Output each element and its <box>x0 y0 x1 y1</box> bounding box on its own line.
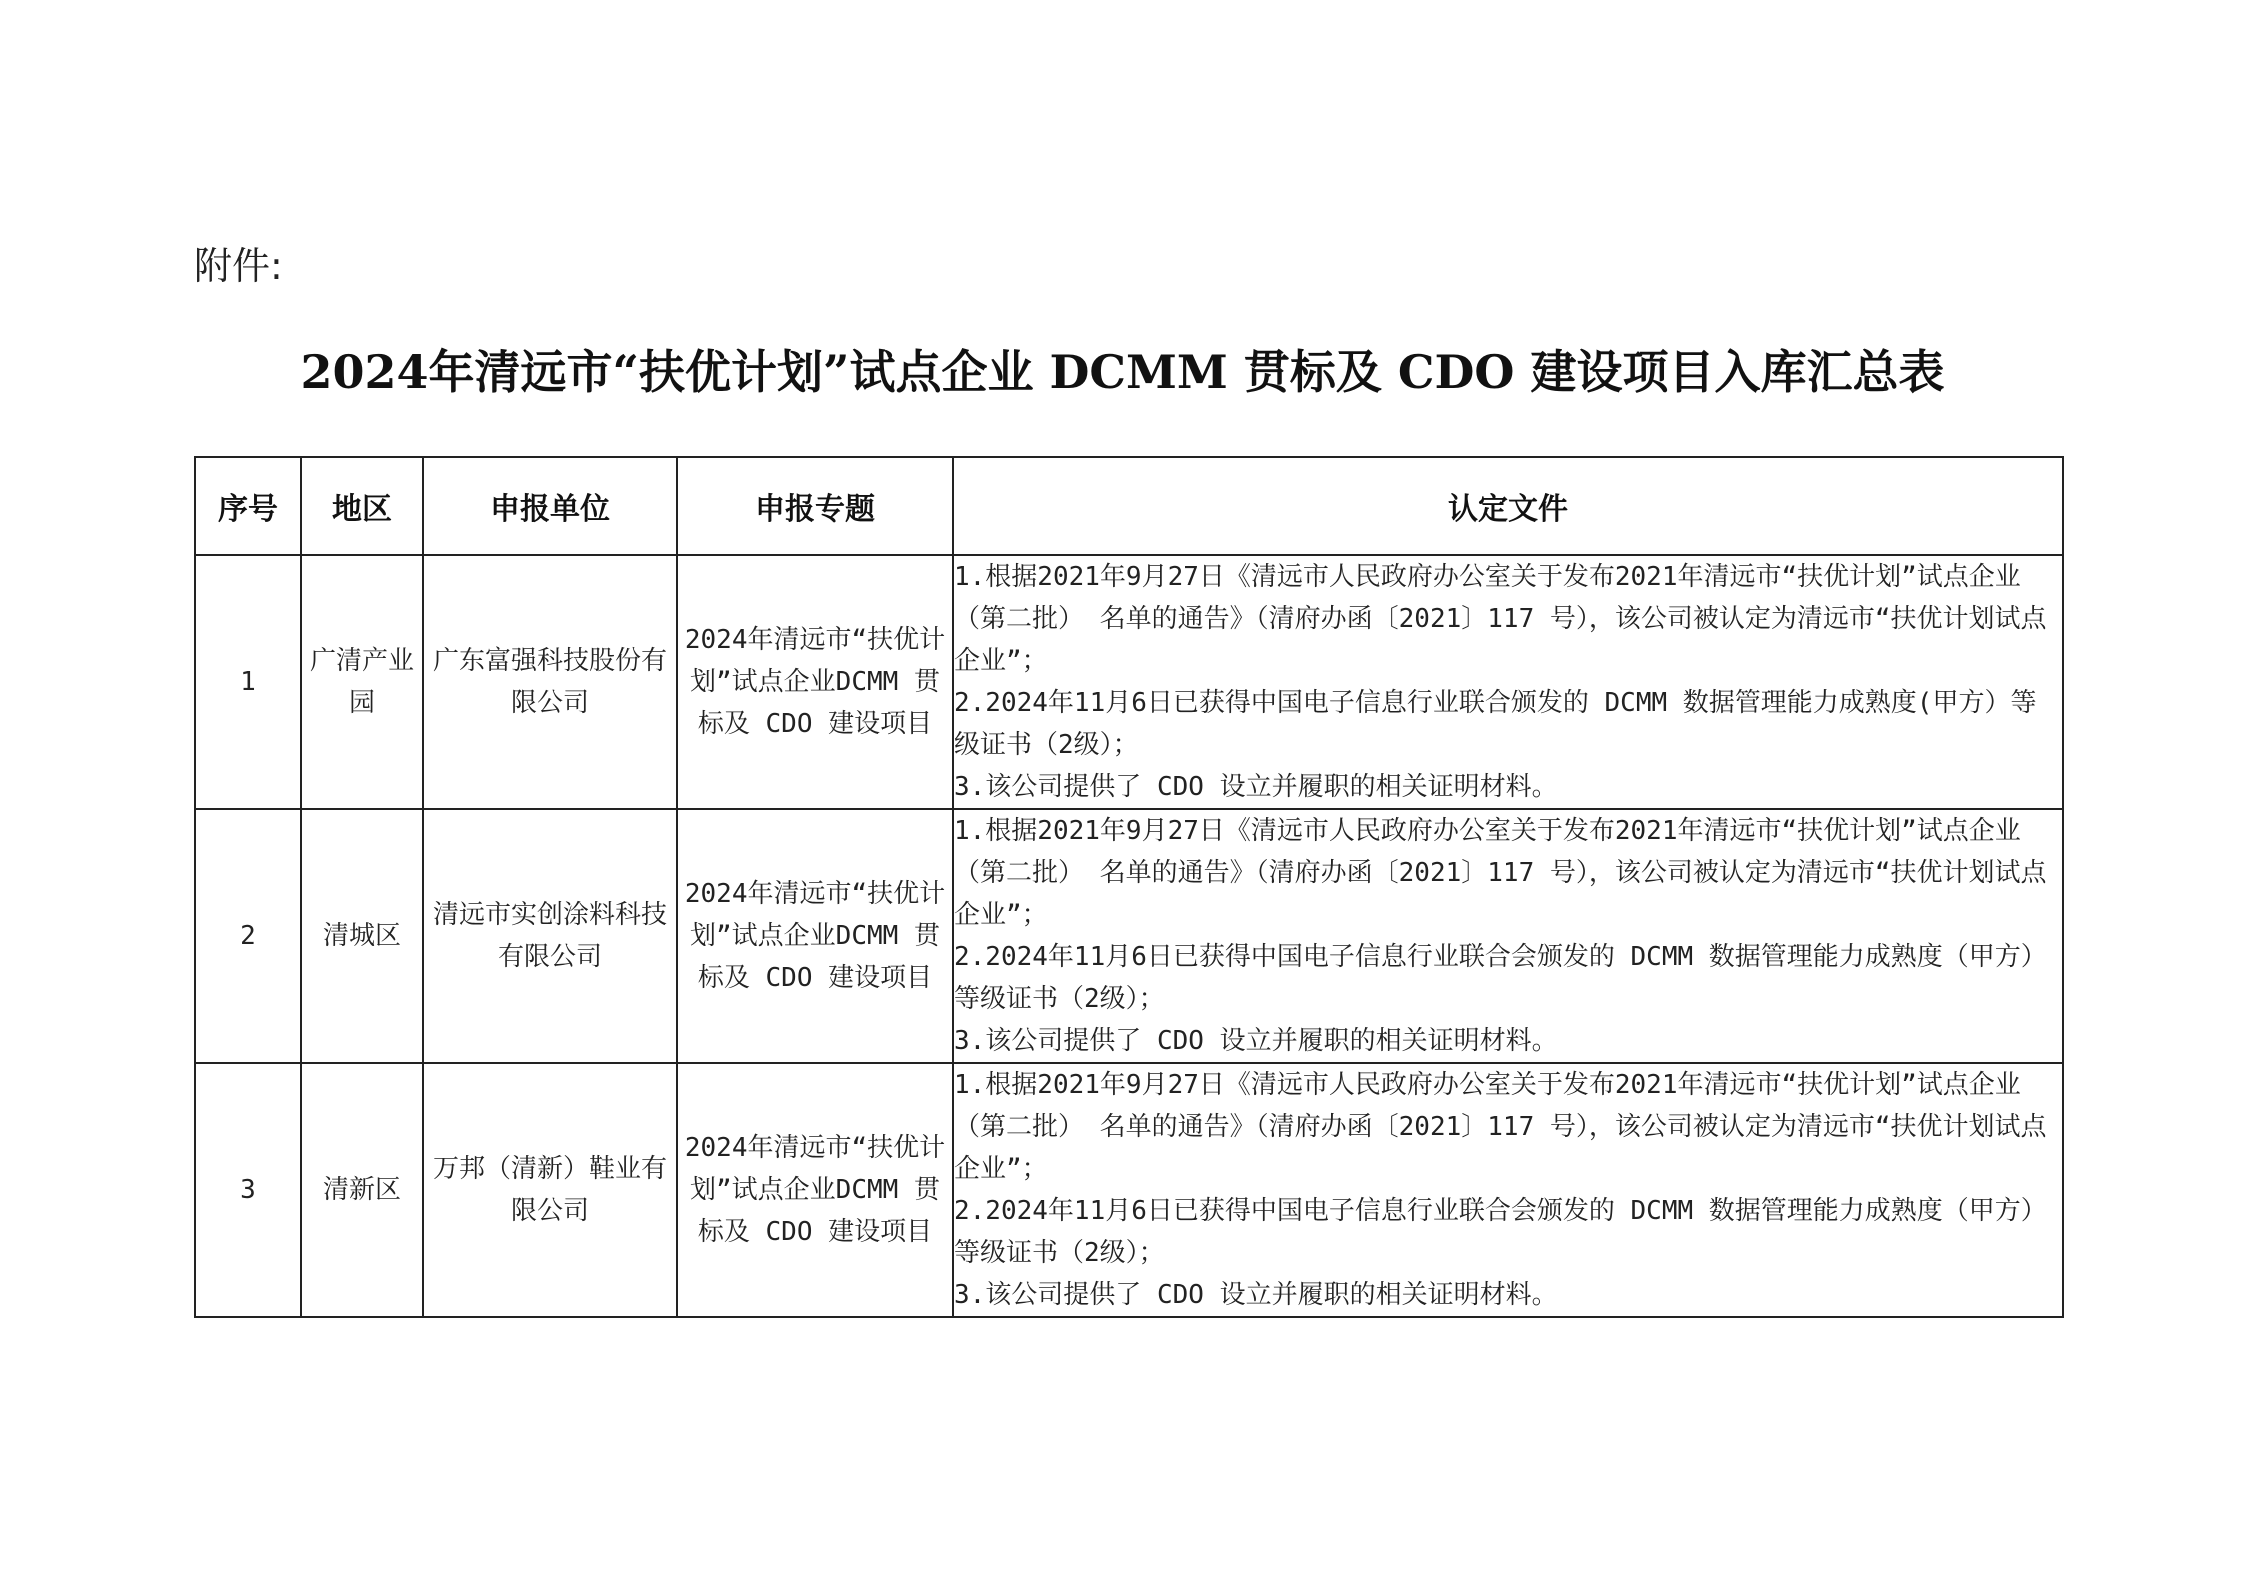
region-text: 广清产业园 <box>309 646 414 718</box>
cell-certification-documents <box>953 1063 2063 1317</box>
cell-certification-documents <box>953 809 2063 1063</box>
summary-table <box>194 456 2064 1318</box>
region-text: 清城区 <box>322 921 401 951</box>
topic-text: 2024年清远市“扶优计划”试点企业DCMM 贯标及 CDO 建设项目 <box>684 1133 946 1247</box>
cell-serial-number: 2 <box>195 809 301 1063</box>
cell-applicant-unit <box>423 1063 677 1317</box>
doc-line-3: 3.该公司提供了 CDO 设立并履职的相关证明材料。 <box>954 1026 1558 1056</box>
doc-line-1: 1.根据2021年9月27日《清远市人民政府办公室关于发布2021年清远市“扶优计划”试点企业（第二批） 名单的通告》（清府办函〔2021〕117 号），该公司被认定为清远市“扶优计划试点企业”； <box>954 816 2047 930</box>
doc-line-1: 1.根据2021年9月27日《清远市人民政府办公室关于发布2021年清远市“扶优计划”试点企业（第二批） 名单的通告》（清府办函〔2021〕117 号），该公司被认定为清远市“扶优计划试点企业”； <box>954 1070 2047 1184</box>
cell-application-topic <box>677 555 953 809</box>
doc-line-3: 3.该公司提供了 CDO 设立并履职的相关证明材料。 <box>954 1280 1558 1310</box>
unit-text: 万邦（清新）鞋业有限公司 <box>432 1154 667 1226</box>
table-row <box>195 809 2063 1063</box>
cell-application-topic <box>677 809 953 1063</box>
cell-applicant-unit <box>423 555 677 809</box>
header-certification-documents: 认定文件 <box>953 457 2063 555</box>
topic-text: 2024年清远市“扶优计划”试点企业DCMM 贯标及 CDO 建设项目 <box>684 625 946 739</box>
header-application-topic: 申报专题 <box>677 457 953 555</box>
cell-region <box>301 809 423 1063</box>
table-row <box>195 555 2063 809</box>
doc-line-1: 1.根据2021年9月27日《清远市人民政府办公室关于发布2021年清远市“扶优计划”试点企业（第二批） 名单的通告》（清府办函〔2021〕117 号），该公司被认定为清远市“扶优计划试点企业”； <box>954 562 2047 676</box>
header-applicant-unit: 申报单位 <box>423 457 677 555</box>
table-header-row <box>195 457 2063 555</box>
doc-line-2: 2.2024年11月6日已获得中国电子信息行业联合会颁发的 DCMM 数据管理能力成熟度（甲方）等级证书（2级）； <box>954 942 2047 1014</box>
attachment-label: 附件: <box>194 244 283 288</box>
doc-line-3: 3.该公司提供了 CDO 设立并履职的相关证明材料。 <box>954 772 1558 802</box>
cell-region <box>301 555 423 809</box>
cell-serial-number: 3 <box>195 1063 301 1317</box>
doc-line-2: 2.2024年11月6日已获得中国电子信息行业联合会颁发的 DCMM 数据管理能力成熟度（甲方）等级证书（2级）； <box>954 1196 2047 1268</box>
table-row <box>195 1063 2063 1317</box>
cell-applicant-unit <box>423 809 677 1063</box>
cell-region <box>301 1063 423 1317</box>
cell-serial-number: 1 <box>195 555 301 809</box>
cell-certification-documents <box>953 555 2063 809</box>
topic-text: 2024年清远市“扶优计划”试点企业DCMM 贯标及 CDO 建设项目 <box>684 879 946 993</box>
cell-application-topic <box>677 1063 953 1317</box>
region-text: 清新区 <box>322 1175 401 1205</box>
document-title: 2024年清远市“扶优计划”试点企业 DCMM 贯标及 CDO 建设项目入库汇总表 <box>300 345 1945 399</box>
unit-text: 清远市实创涂料科技有限公司 <box>432 900 667 972</box>
header-region: 地区 <box>301 457 423 555</box>
doc-line-2: 2.2024年11月6日已获得中国电子信息行业联合颁发的 DCMM 数据管理能力成熟度(甲方）等级证书（2级）； <box>954 688 2037 760</box>
unit-text: 广东富强科技股份有限公司 <box>432 646 667 718</box>
header-serial-number: 序号 <box>195 457 301 555</box>
